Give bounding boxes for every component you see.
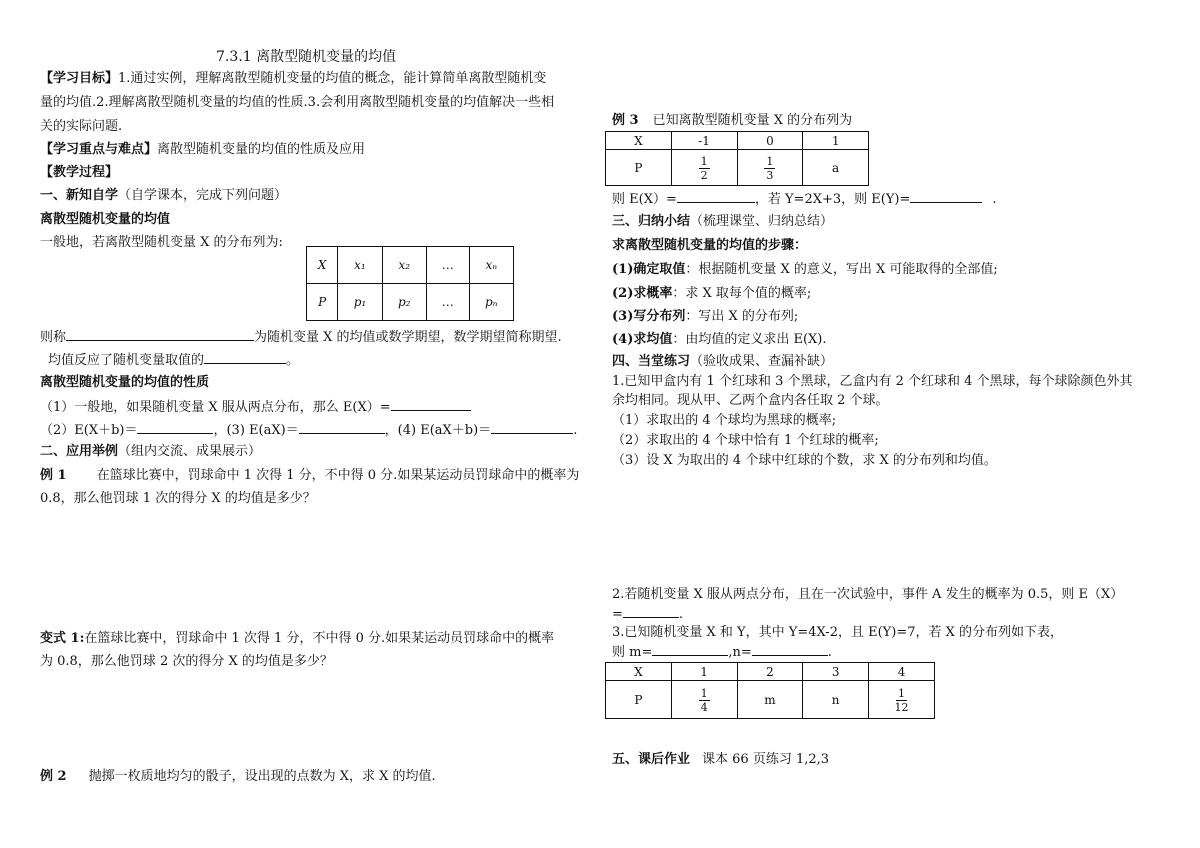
ex3-cell: 1 — [803, 132, 869, 150]
section-3-heading — [612, 213, 833, 231]
p3-n-pre: ,n= — [728, 645, 752, 660]
ey-blank[interactable] — [910, 190, 982, 203]
ex3-frac-cell — [737, 150, 803, 186]
p3-cell: 3 — [803, 663, 869, 681]
n-blank[interactable] — [752, 643, 828, 656]
definition-line-1 — [40, 328, 562, 347]
general-text: 一般地，若离散型随机变量 X 的分布列为: — [40, 235, 283, 250]
section-2-title: 二、应用举例 — [40, 444, 119, 459]
goals-label: 【学习目标】 — [40, 71, 119, 86]
practice-1-line-1: 1.已知甲盒内有 1 个红球和 3 个黑球，乙盒内有 2 个红球和 4 个黑球，每个球除颜色外其 — [612, 374, 1133, 389]
mean-heading: 离散型随机变量的均值 — [40, 212, 171, 227]
step-text: ：求 X 取每个值的概率; — [672, 286, 812, 301]
ex3-frac-cell — [671, 150, 737, 186]
section-2-heading — [40, 443, 261, 461]
dist-cell: P — [307, 284, 338, 321]
step-label: (3)写分布列 — [612, 309, 686, 324]
property-heading: 离散型随机变量的均值的性质 — [40, 375, 210, 390]
practice-3-line-1: 3.已知随机变量 X 和 Y，其中 Y=4X-2，且 E(Y)=7，若 X 的分布列如下表， — [612, 625, 1064, 640]
ex3-q1: 则 E(X）= — [612, 192, 677, 207]
step-4 — [612, 331, 827, 349]
practice-2-line-2 — [612, 605, 683, 624]
practice-2-line-1: 2.若随机变量 X 服从两点分布，且在一次试验中，事件 A 发生的概率为 0.5，则 E（X） — [612, 587, 1124, 602]
dist-cell: p₂ — [382, 284, 426, 321]
step-label: (4)求均值 — [612, 332, 673, 347]
p3-end: . — [827, 645, 832, 660]
ex3-cell: -1 — [671, 132, 737, 150]
example-2-label: 例 2 — [40, 769, 67, 784]
meaning-blank[interactable] — [204, 351, 286, 364]
prop2-c: ，(4) E(aX＋b)＝ — [384, 423, 492, 438]
steps-heading: 求离散型随机变量的均值的步骤： — [612, 238, 808, 253]
dist-cell: p₁ — [338, 284, 382, 321]
example-2 — [40, 768, 436, 786]
goals-text-1: 1.通过实例，理解离散型随机变量的均值的概念，能计算简单离散型随机变 — [118, 71, 547, 86]
p3-cell: 4 — [869, 663, 935, 681]
ex-blank[interactable] — [677, 190, 755, 203]
p3-cell: P — [606, 681, 672, 719]
p3-cell: n — [803, 681, 869, 719]
p3-frac-cell — [869, 681, 935, 719]
fraction — [699, 687, 710, 714]
dist-cell: x₁ — [338, 247, 382, 284]
example-3-question — [612, 190, 997, 209]
section-4-note: （验收成果、查漏补缺） — [690, 354, 834, 369]
section-1-title: 一、新知自学 — [40, 188, 119, 203]
dist-cell: xₙ — [469, 247, 513, 284]
variant-1-text: 在篮球比赛中，罚球命中 1 次得 1 分，不中得 0 分.如果某运动员罚球命中的概率 — [84, 631, 555, 646]
focus-text: 离散型随机变量的均值的性质及应用 — [157, 142, 366, 157]
dist-cell: x₂ — [382, 247, 426, 284]
page-title: 7.3.1 离散型随机变量的均值 — [216, 49, 397, 65]
goals-line-3: 关的实际问题. — [40, 119, 123, 134]
section-1-note: （自学课本，完成下列问题） — [118, 188, 288, 203]
fraction — [893, 687, 911, 714]
dist-cell: X — [307, 247, 338, 284]
example-1-text: 在篮球比赛中，罚球命中 1 次得 1 分，不中得 0 分.如果某运动员罚球命中的概率为 — [96, 468, 580, 483]
denominator: 12 — [894, 700, 909, 714]
denominator: 3 — [766, 168, 774, 182]
practice-1-q1: （1）求取出的 4 个球均为黑球的概率; — [612, 413, 837, 428]
variant-1-label: 变式 1: — [40, 631, 85, 646]
m-blank[interactable] — [652, 643, 728, 656]
focus-line — [40, 141, 365, 159]
practice-1-q2: （2）求取出的 4 个球中恰有 1 个红球的概率; — [612, 433, 879, 448]
definition-blank[interactable] — [66, 328, 254, 341]
practice-1-line-2: 余均相同。现从甲、乙两个盒内各任取 2 个球。 — [612, 393, 889, 408]
section-1-heading — [40, 187, 287, 205]
fraction — [764, 155, 775, 182]
practice-3-line-2 — [612, 643, 832, 662]
section-5 — [612, 751, 829, 769]
step-text: ：由均值的定义求出 E(X). — [672, 332, 827, 347]
section-3-title: 三、归纳小结 — [612, 214, 691, 229]
p3-frac-cell — [671, 681, 737, 719]
variant-1-line-2: 为 0.8，那么他罚球 2 次的得分 X 的均值是多少？ — [40, 654, 333, 669]
practice-3-table — [605, 662, 935, 719]
dist-cell: … — [426, 284, 469, 321]
ex3-q2: ，若 Y=2X+3，则 E(Y)= — [754, 192, 911, 207]
ex3-cell: 0 — [737, 132, 803, 150]
p3-m-pre: 则 m= — [612, 645, 653, 660]
two-point-blank[interactable] — [391, 398, 471, 411]
focus-label: 【学习重点与难点】 — [40, 142, 158, 157]
ex3-q3: . — [992, 192, 997, 207]
ex3-cell: X — [606, 132, 672, 150]
property-1 — [40, 398, 471, 417]
prop2-b: ，(3) E(aX)＝ — [213, 423, 299, 438]
p3-cell: 1 — [671, 663, 737, 681]
practice-2-blank[interactable] — [623, 605, 679, 618]
def2-pre: 均值反应了随机变量取值的 — [48, 353, 205, 368]
step-label: (1)确定取值 — [612, 262, 686, 277]
section-2-note: （组内交流、成果展示） — [118, 444, 262, 459]
step-text: ：写出 X 的分布列; — [685, 309, 799, 324]
def-post: 为随机变量 X 的均值或数学期望，数学期望简称期望. — [254, 330, 562, 345]
numerator: 1 — [898, 686, 906, 700]
example-3-table — [605, 131, 869, 186]
section-5-title: 五、课后作业 — [612, 752, 691, 767]
property-2-4 — [40, 421, 577, 440]
dist-cell: pₙ — [469, 284, 513, 321]
example-1-line-2: 0.8，那么他罚球 1 次的得分 X 的均值是多少？ — [40, 491, 316, 506]
practice-1-q3: （3）设 X 为取出的 4 个球中红球的个数，求 X 的分布列和均值。 — [612, 453, 997, 468]
step-3 — [612, 308, 798, 326]
variant-1-line-1 — [40, 630, 554, 648]
fraction — [699, 155, 710, 182]
process-label: 【教学过程】 — [40, 165, 119, 180]
step-1 — [612, 261, 998, 279]
prop2-end: . — [573, 423, 578, 438]
example-1-line-1 — [40, 467, 579, 485]
goals-line-1 — [40, 70, 546, 88]
distribution-table — [306, 246, 514, 321]
eaxb-blank[interactable] — [491, 421, 573, 434]
p2-post: . — [678, 607, 684, 622]
example-1-label: 例 1 — [40, 468, 67, 483]
dist-cell: … — [426, 247, 469, 284]
example-2-text: 抛掷一枚质地均匀的骰子，设出现的点数为 X，求 X 的均值. — [88, 769, 436, 784]
ex3-cell: P — [606, 150, 672, 186]
example-3-text: 已知离散型随机变量 X 的分布列为 — [652, 113, 853, 128]
denominator: 4 — [700, 700, 708, 714]
exb-blank[interactable] — [137, 421, 213, 434]
numerator: 1 — [766, 154, 774, 168]
p3-cell: 2 — [737, 663, 803, 681]
property-1-text: （1）一般地，如果随机变量 X 服从两点分布，那么 E(X）= — [40, 400, 391, 415]
section-4-title: 四、当堂练习 — [612, 354, 691, 369]
numerator: 1 — [700, 686, 708, 700]
p3-cell: m — [737, 681, 803, 719]
numerator: 1 — [700, 154, 708, 168]
step-2 — [612, 285, 811, 303]
step-label: (2)求概率 — [612, 286, 673, 301]
p3-cell: X — [606, 663, 672, 681]
def2-post: 。 — [286, 353, 300, 368]
definition-line-2 — [48, 351, 299, 370]
step-text: ：根据随机变量 X 的意义，写出 X 可能取得的全部值; — [685, 262, 998, 277]
denominator: 2 — [700, 168, 708, 182]
eax-blank[interactable] — [299, 421, 385, 434]
section-4-heading — [612, 353, 833, 371]
section-3-note: （梳理课堂、归纳总结） — [690, 214, 834, 229]
ex3-cell: a — [803, 150, 869, 186]
example-3-label: 例 3 — [612, 113, 639, 128]
def-pre: 则称 — [40, 330, 67, 345]
goals-line-2: 量的均值.2.理解离散型随机变量的均值的性质.3.会利用离散型随机变量的均值解决一些相 — [40, 95, 555, 110]
example-3-intro — [612, 112, 852, 130]
homework-text: 课本 66 页练习 1,2,3 — [702, 752, 830, 767]
p2-pre: = — [612, 607, 623, 622]
prop2-a: （2）E(X＋b)＝ — [40, 423, 138, 438]
